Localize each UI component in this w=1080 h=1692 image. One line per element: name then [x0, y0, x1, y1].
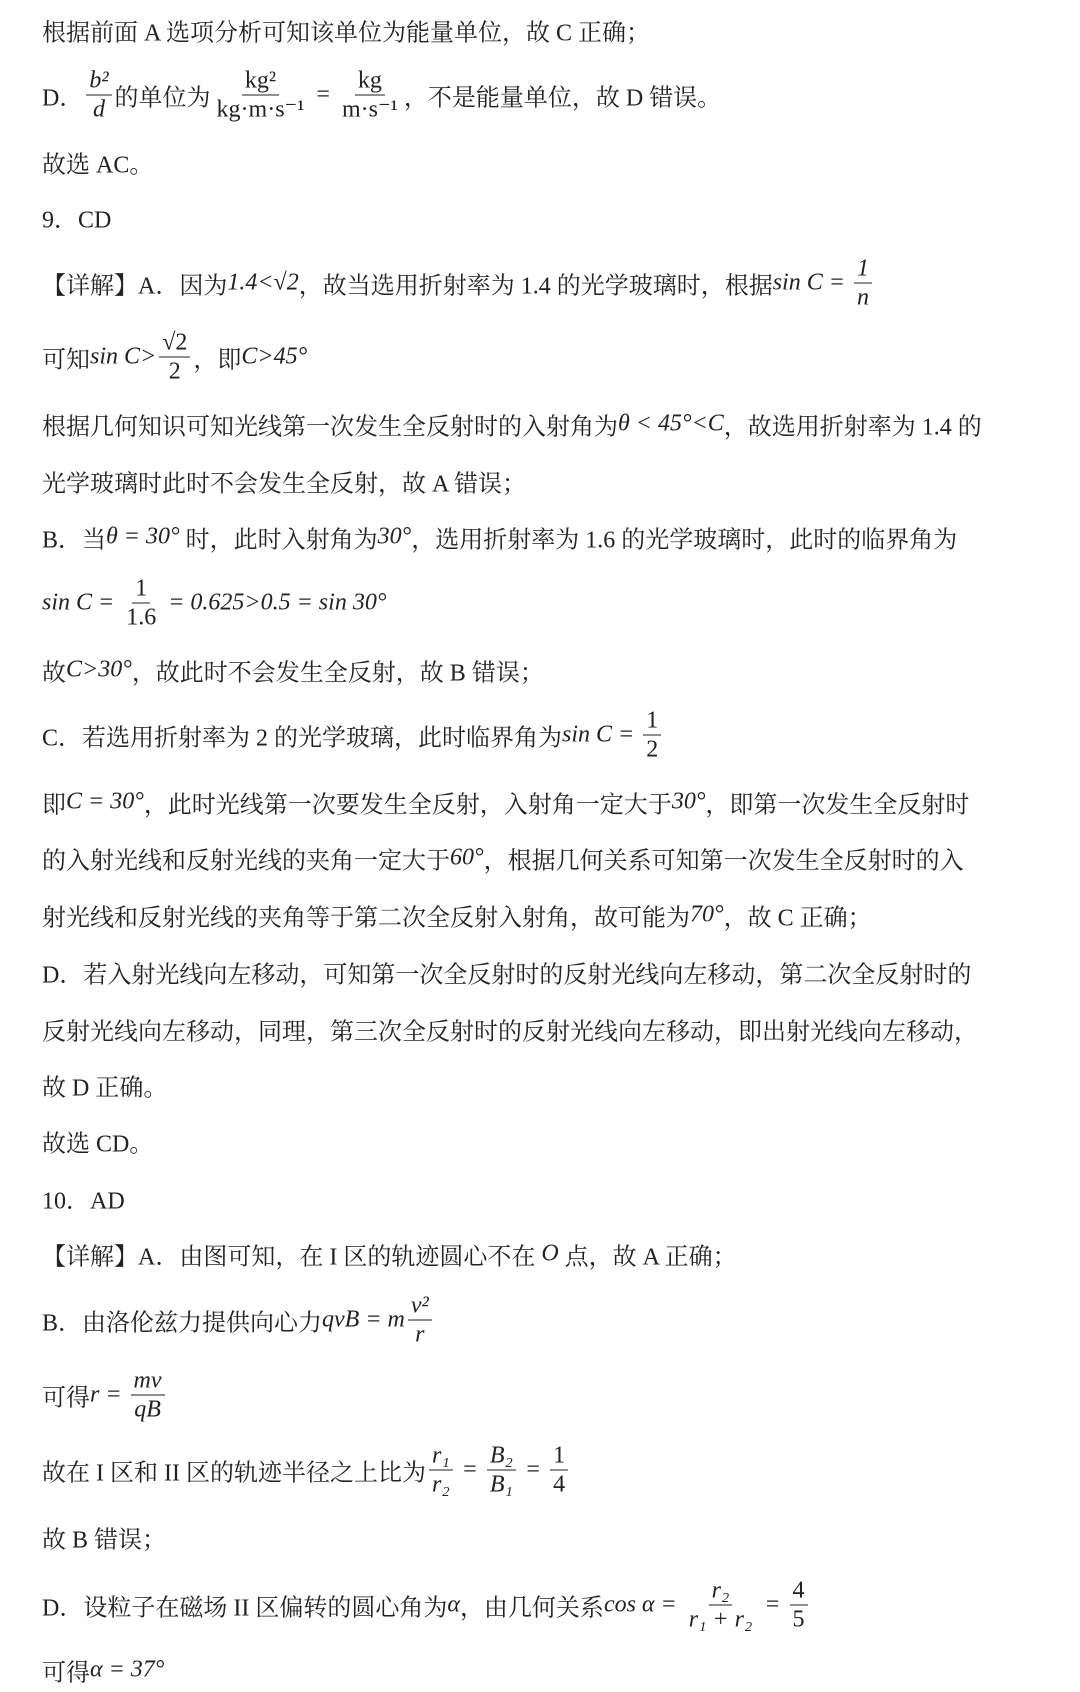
text-line	[42, 329, 307, 386]
text-segment: ，不是能量单位，故 D 错误。	[403, 85, 722, 112]
math-expression: 30°	[377, 523, 412, 550]
text-segment: 可知	[42, 347, 90, 374]
fraction-numerator: r₁	[429, 1442, 453, 1471]
text-line	[42, 898, 872, 933]
text-segment: 9．CD	[42, 207, 112, 234]
text-segment: 的入射光线和反射光线的夹角一定大于	[42, 848, 450, 875]
text-segment: D．若入射光线向左移动，可知第一次全反射时的反射光线向左移动，第二次全反射时的	[42, 962, 972, 989]
fraction	[686, 1577, 756, 1634]
text-segment: B．当	[42, 527, 107, 554]
fraction	[86, 67, 111, 124]
fraction-denominator: qB	[134, 1396, 161, 1423]
math-expression: C>45°	[241, 343, 308, 370]
text-line	[42, 1012, 978, 1047]
math-expression: α	[447, 1591, 460, 1618]
fraction	[487, 1442, 516, 1499]
text-segment: 可得	[42, 1385, 90, 1412]
text-segment: 故在 I 区和 II 区的轨迹半径之上比为	[42, 1460, 426, 1487]
math-expression: sin C =	[562, 721, 641, 748]
text-segment: 点，故 A 正确；	[558, 1244, 737, 1271]
fraction-denominator: r₁ + r₂	[688, 1606, 753, 1633]
fraction-numerator: kg²	[242, 67, 279, 96]
math-expression: =	[518, 1456, 548, 1483]
text-line	[42, 653, 544, 688]
math-expression: sin C>	[90, 343, 157, 370]
fraction-denominator: r	[415, 1321, 425, 1348]
fraction	[123, 575, 159, 632]
fraction	[131, 1367, 165, 1424]
math-expression: sin C =	[42, 589, 121, 616]
text-segment: D．	[42, 85, 84, 112]
text-segment: =	[310, 81, 336, 108]
text-segment: 可得	[42, 1660, 90, 1687]
text-line	[42, 1068, 167, 1103]
text-line	[42, 1237, 737, 1272]
text-segment: 故 B 错误；	[42, 1527, 167, 1554]
fraction-numerator: b²	[86, 67, 111, 96]
text-segment: 故选 AC。	[42, 152, 154, 179]
text-segment: 射光线和反射光线的夹角等于第二次全反射入射角，故可能为	[42, 905, 690, 932]
math-expression: qvB = m	[322, 1306, 405, 1333]
text-line	[42, 785, 969, 820]
fraction-denominator: 2	[646, 736, 659, 763]
math-expression: 70°	[690, 901, 724, 928]
fraction-denominator: 2	[168, 358, 181, 385]
fraction-numerator: 1	[132, 575, 150, 604]
math-expression: r =	[90, 1381, 128, 1408]
text-line	[42, 1292, 435, 1349]
text-segment: ，选用折射率为 1.6 的光学玻璃时，此时的临界角为	[411, 527, 958, 554]
fraction-numerator: B₂	[487, 1442, 516, 1471]
fraction	[790, 1577, 808, 1634]
math-expression: =	[455, 1456, 484, 1483]
text-segment: ，故 C 正确；	[723, 905, 872, 932]
text-line	[42, 1367, 168, 1424]
text-segment: 故 D 正确。	[42, 1075, 168, 1102]
fraction	[854, 255, 872, 312]
text-line	[42, 575, 386, 632]
text-segment: 【详解】A．由图可知，在 I 区的轨迹圆心不在	[42, 1244, 542, 1271]
text-segment: 根据几何知识可知光线第一次发生全反射时的入射角为	[42, 414, 618, 441]
fraction-denominator: n	[856, 284, 869, 311]
math-expression: O	[541, 1240, 559, 1267]
fraction-numerator: √2	[159, 329, 190, 358]
fraction-denominator: 4	[553, 1471, 566, 1498]
text-segment: 故选 CD。	[42, 1131, 154, 1158]
text-line	[42, 464, 526, 499]
text-segment: C．若选用折射率为 2 的光学玻璃，此时临界角为	[42, 725, 563, 752]
fraction	[159, 329, 190, 386]
text-segment: 光学玻璃时此时不会发生全反射，故 A 错误；	[42, 471, 527, 498]
math-expression: C>30°	[66, 656, 132, 683]
fraction-numerator: kg	[355, 67, 385, 96]
math-expression: 1.4<√2	[227, 269, 299, 296]
text-line	[42, 841, 964, 876]
fraction	[214, 67, 308, 124]
text-line	[42, 200, 111, 235]
math-expression: θ < 45°<C	[618, 410, 724, 437]
fraction-denominator: 5	[792, 1606, 805, 1633]
text-line	[42, 707, 664, 764]
fraction	[429, 1442, 453, 1499]
text-segment: 时，此时入射角为	[179, 527, 378, 554]
text-line	[42, 955, 971, 990]
math-expression: C = 30°	[66, 788, 144, 815]
fraction-denominator: m·s⁻¹	[341, 96, 398, 123]
text-segment: ，即	[193, 347, 242, 374]
fraction-denominator: r₂	[431, 1471, 450, 1498]
text-segment: ，由几何关系	[459, 1595, 604, 1622]
fraction-numerator: 4	[790, 1577, 808, 1606]
text-segment: ，故当选用折射率为 1.4 的光学玻璃时，根据	[298, 273, 773, 300]
text-line	[42, 1653, 164, 1688]
text-segment: 【详解】A．因为	[42, 273, 228, 300]
fraction	[550, 1442, 568, 1499]
text-segment: 反射光线向左移动，同理，第三次全反射时的反射光线向左移动，即出射光线向左移动，	[42, 1019, 978, 1046]
text-line	[42, 520, 957, 555]
text-line	[42, 13, 650, 48]
text-line	[42, 1577, 811, 1634]
fraction-denominator: d	[92, 96, 105, 123]
fraction-numerator: r₂	[709, 1577, 733, 1606]
fraction	[339, 67, 401, 124]
text-line	[42, 1520, 166, 1555]
text-segment: D．设粒子在磁场 II 区偏转的圆心角为	[42, 1595, 448, 1622]
math-expression: 30°	[671, 788, 706, 815]
fraction-numerator: 1	[854, 255, 872, 284]
math-expression: = 0.625>0.5 = sin 30°	[162, 589, 387, 616]
text-segment: 的单位为	[114, 85, 211, 112]
text-segment: 故	[42, 660, 66, 687]
fraction	[408, 1292, 432, 1349]
math-expression: sin C =	[772, 269, 851, 296]
fraction-numerator: 1	[643, 707, 661, 736]
math-expression: θ = 30°	[106, 523, 180, 550]
math-expression: α = 37°	[90, 1656, 165, 1683]
text-segment: ，故选用折射率为 1.4 的	[723, 414, 982, 441]
text-segment: ，即第一次发生全反射时	[705, 792, 970, 819]
fraction	[643, 707, 661, 764]
text-segment: ，根据几何关系可知第一次发生全反射时的入	[483, 848, 964, 875]
fraction-denominator: kg·m·s⁻¹	[216, 96, 305, 123]
math-expression: cos α =	[603, 1591, 683, 1618]
text-segment: ，此时光线第一次要发生全反射，入射角一定大于	[143, 792, 672, 819]
text-segment: B．由洛伦兹力提供向心力	[42, 1310, 323, 1337]
text-segment: 即	[42, 792, 66, 819]
text-segment: ，故此时不会发生全反射，故 B 错误；	[131, 660, 544, 687]
text-line	[42, 255, 875, 312]
fraction-numerator: 1	[550, 1442, 568, 1471]
text-segment: 根据前面 A 选项分析可知该单位为能量单位，故 C 正确；	[42, 20, 651, 47]
text-line	[42, 1181, 125, 1216]
fraction-numerator: mv	[131, 1367, 165, 1396]
text-line	[42, 407, 982, 442]
fraction-numerator: v²	[408, 1292, 432, 1321]
fraction-denominator: 1.6	[126, 604, 157, 631]
text-line	[42, 145, 153, 180]
math-expression: 60°	[450, 844, 484, 871]
text-line	[42, 1124, 153, 1159]
math-expression: =	[758, 1591, 787, 1618]
fraction-denominator: B₁	[489, 1471, 513, 1498]
text-segment: 10．AD	[42, 1188, 125, 1215]
text-line	[42, 67, 721, 124]
text-line	[42, 1442, 571, 1499]
